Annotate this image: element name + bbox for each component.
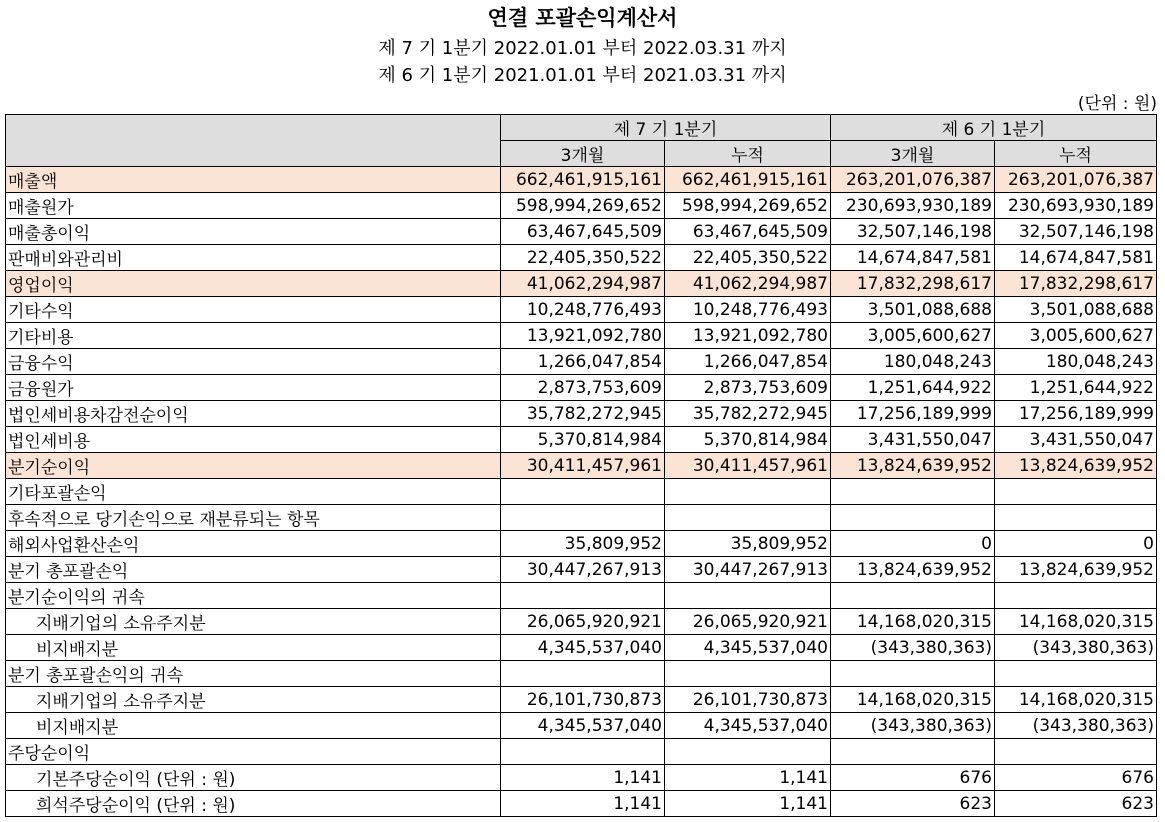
value-cell: 1,266,047,854 (665, 349, 831, 375)
income-statement-table (5, 114, 1157, 817)
value-cell: 676 (995, 765, 1157, 791)
row-label: 기본주당순이익 (단위 : 원) (6, 765, 501, 791)
value-cell (501, 479, 665, 505)
value-cell (995, 739, 1157, 765)
row-label: 법인세비용 (6, 427, 501, 453)
value-cell: 14,168,020,315 (831, 609, 995, 635)
table-row (6, 245, 1157, 271)
value-cell (665, 661, 831, 687)
value-cell (831, 661, 995, 687)
value-cell: 35,809,952 (501, 531, 665, 557)
value-cell (501, 583, 665, 609)
row-label: 판매비와관리비 (6, 245, 501, 271)
value-cell: 35,809,952 (665, 531, 831, 557)
value-cell: 2,873,753,609 (665, 375, 831, 401)
value-cell: (343,380,363) (831, 635, 995, 661)
row-label: 분기 총포괄손익의 귀속 (6, 661, 501, 687)
value-cell: 13,824,639,952 (995, 557, 1157, 583)
value-cell: 1,266,047,854 (501, 349, 665, 375)
row-label: 희석주당순이익 (단위 : 원) (6, 791, 501, 817)
value-cell: 263,201,076,387 (831, 167, 995, 193)
value-cell (501, 505, 665, 531)
table-row (6, 375, 1157, 401)
row-label: 매출원가 (6, 193, 501, 219)
table-row (6, 635, 1157, 661)
row-label: 분기순이익의 귀속 (6, 583, 501, 609)
row-label: 매출액 (6, 167, 501, 193)
row-label: 금융수익 (6, 349, 501, 375)
table-row (6, 401, 1157, 427)
value-cell: 17,256,189,999 (995, 401, 1157, 427)
value-cell: 1,141 (665, 791, 831, 817)
value-cell: 1,141 (501, 765, 665, 791)
value-cell: 14,168,020,315 (831, 687, 995, 713)
value-cell: 26,065,920,921 (665, 609, 831, 635)
header-current-period: 제 7 기 1분기 (501, 115, 831, 141)
table-row (6, 323, 1157, 349)
value-cell: 35,782,272,945 (501, 401, 665, 427)
value-cell: 3,005,600,627 (831, 323, 995, 349)
value-cell: 14,674,847,581 (831, 245, 995, 271)
value-cell: 230,693,930,189 (831, 193, 995, 219)
value-cell (995, 479, 1157, 505)
table-row (6, 739, 1157, 765)
value-cell (501, 739, 665, 765)
value-cell: 4,345,537,040 (665, 713, 831, 739)
row-label: 금융원가 (6, 375, 501, 401)
value-cell: 623 (831, 791, 995, 817)
value-cell: 26,065,920,921 (501, 609, 665, 635)
row-label: 분기 총포괄손익 (6, 557, 501, 583)
value-cell (831, 505, 995, 531)
value-cell: 14,168,020,315 (995, 687, 1157, 713)
value-cell: 1,141 (665, 765, 831, 791)
value-cell: 623 (995, 791, 1157, 817)
row-label: 해외사업환산손익 (6, 531, 501, 557)
value-cell: (343,380,363) (995, 635, 1157, 661)
value-cell: 14,674,847,581 (995, 245, 1157, 271)
table-row (6, 661, 1157, 687)
header-current-cumulative: 누적 (665, 141, 831, 167)
value-cell (501, 661, 665, 687)
value-cell: (343,380,363) (995, 713, 1157, 739)
value-cell: (343,380,363) (831, 713, 995, 739)
value-cell (995, 505, 1157, 531)
row-label: 기타수익 (6, 297, 501, 323)
value-cell (665, 739, 831, 765)
table-row (6, 557, 1157, 583)
table-row (6, 791, 1157, 817)
value-cell: 4,345,537,040 (501, 713, 665, 739)
value-cell (665, 583, 831, 609)
value-cell: 662,461,915,161 (665, 167, 831, 193)
value-cell: 5,370,814,984 (501, 427, 665, 453)
value-cell: 4,345,537,040 (665, 635, 831, 661)
value-cell: 3,431,550,047 (995, 427, 1157, 453)
period-prior: 제 6 기 1분기 2021.01.01 부터 2021.03.31 까지 (378, 65, 787, 86)
header-prior-period: 제 6 기 1분기 (831, 115, 1157, 141)
unit-label: (단위 : 원) (1077, 94, 1157, 114)
table-row (6, 271, 1157, 297)
value-cell: 180,048,243 (995, 349, 1157, 375)
value-cell: 22,405,350,522 (501, 245, 665, 271)
value-cell: 0 (995, 531, 1157, 557)
table-row (6, 531, 1157, 557)
table-row (6, 713, 1157, 739)
row-label: 지배기업의 소유주지분 (6, 687, 501, 713)
table-row (6, 349, 1157, 375)
value-cell: 10,248,776,493 (665, 297, 831, 323)
table-row (6, 765, 1157, 791)
value-cell: 5,370,814,984 (665, 427, 831, 453)
value-cell (665, 479, 831, 505)
row-label: 비지배지분 (6, 713, 501, 739)
value-cell: 13,824,639,952 (995, 453, 1157, 479)
value-cell: 3,431,550,047 (831, 427, 995, 453)
table-row (6, 609, 1157, 635)
value-cell: 676 (831, 765, 995, 791)
value-cell: 63,467,645,509 (501, 219, 665, 245)
value-cell: 180,048,243 (831, 349, 995, 375)
value-cell: 22,405,350,522 (665, 245, 831, 271)
value-cell: 13,921,092,780 (501, 323, 665, 349)
period-current: 제 7 기 1분기 2022.01.01 부터 2022.03.31 까지 (378, 38, 787, 59)
value-cell: 1,251,644,922 (831, 375, 995, 401)
value-cell: 3,501,088,688 (831, 297, 995, 323)
value-cell (831, 739, 995, 765)
value-cell: 1,251,644,922 (995, 375, 1157, 401)
table-row (6, 167, 1157, 193)
row-label: 주당순이익 (6, 739, 501, 765)
value-cell: 17,256,189,999 (831, 401, 995, 427)
value-cell: 14,168,020,315 (995, 609, 1157, 635)
value-cell: 13,824,639,952 (831, 453, 995, 479)
table-row (6, 193, 1157, 219)
row-label: 분기순이익 (6, 453, 501, 479)
row-label: 법인세비용차감전순이익 (6, 401, 501, 427)
value-cell: 41,062,294,987 (501, 271, 665, 297)
table-row (6, 687, 1157, 713)
value-cell: 41,062,294,987 (665, 271, 831, 297)
value-cell: 13,824,639,952 (831, 557, 995, 583)
row-label: 기타비용 (6, 323, 501, 349)
row-label: 기타포괄손익 (6, 479, 501, 505)
value-cell: 4,345,537,040 (501, 635, 665, 661)
value-cell (831, 479, 995, 505)
value-cell (995, 583, 1157, 609)
value-cell: 17,832,298,617 (995, 271, 1157, 297)
row-label: 지배기업의 소유주지분 (6, 609, 501, 635)
value-cell: 30,411,457,961 (501, 453, 665, 479)
value-cell: 230,693,930,189 (995, 193, 1157, 219)
value-cell: 17,832,298,617 (831, 271, 995, 297)
table-row (6, 479, 1157, 505)
value-cell: 30,411,457,961 (665, 453, 831, 479)
value-cell (665, 505, 831, 531)
row-label: 후속적으로 당기손익으로 재분류되는 항목 (6, 505, 501, 531)
header-prior-cumulative: 누적 (995, 141, 1157, 167)
value-cell: 10,248,776,493 (501, 297, 665, 323)
table-row (6, 505, 1157, 531)
value-cell: 26,101,730,873 (665, 687, 831, 713)
value-cell: 2,873,753,609 (501, 375, 665, 401)
value-cell: 35,782,272,945 (665, 401, 831, 427)
value-cell (831, 583, 995, 609)
value-cell: 0 (831, 531, 995, 557)
row-label: 영업이익 (6, 271, 501, 297)
value-cell: 662,461,915,161 (501, 167, 665, 193)
table-row (6, 297, 1157, 323)
value-cell (995, 661, 1157, 687)
row-label: 매출총이익 (6, 219, 501, 245)
value-cell: 598,994,269,652 (501, 193, 665, 219)
row-label: 비지배지분 (6, 635, 501, 661)
header-prior-3months: 3개월 (831, 141, 995, 167)
header-blank (6, 115, 501, 167)
value-cell: 30,447,267,913 (665, 557, 831, 583)
header-current-3months: 3개월 (501, 141, 665, 167)
statement-title: 연결 포괄손익계산서 (487, 6, 678, 30)
value-cell: 3,501,088,688 (995, 297, 1157, 323)
table-row (6, 427, 1157, 453)
value-cell: 3,005,600,627 (995, 323, 1157, 349)
value-cell: 32,507,146,198 (831, 219, 995, 245)
value-cell: 598,994,269,652 (665, 193, 831, 219)
value-cell: 26,101,730,873 (501, 687, 665, 713)
value-cell: 263,201,076,387 (995, 167, 1157, 193)
value-cell: 32,507,146,198 (995, 219, 1157, 245)
table-row (6, 453, 1157, 479)
table-row (6, 583, 1157, 609)
value-cell: 63,467,645,509 (665, 219, 831, 245)
table-row (6, 219, 1157, 245)
value-cell: 30,447,267,913 (501, 557, 665, 583)
value-cell: 1,141 (501, 791, 665, 817)
value-cell: 13,921,092,780 (665, 323, 831, 349)
